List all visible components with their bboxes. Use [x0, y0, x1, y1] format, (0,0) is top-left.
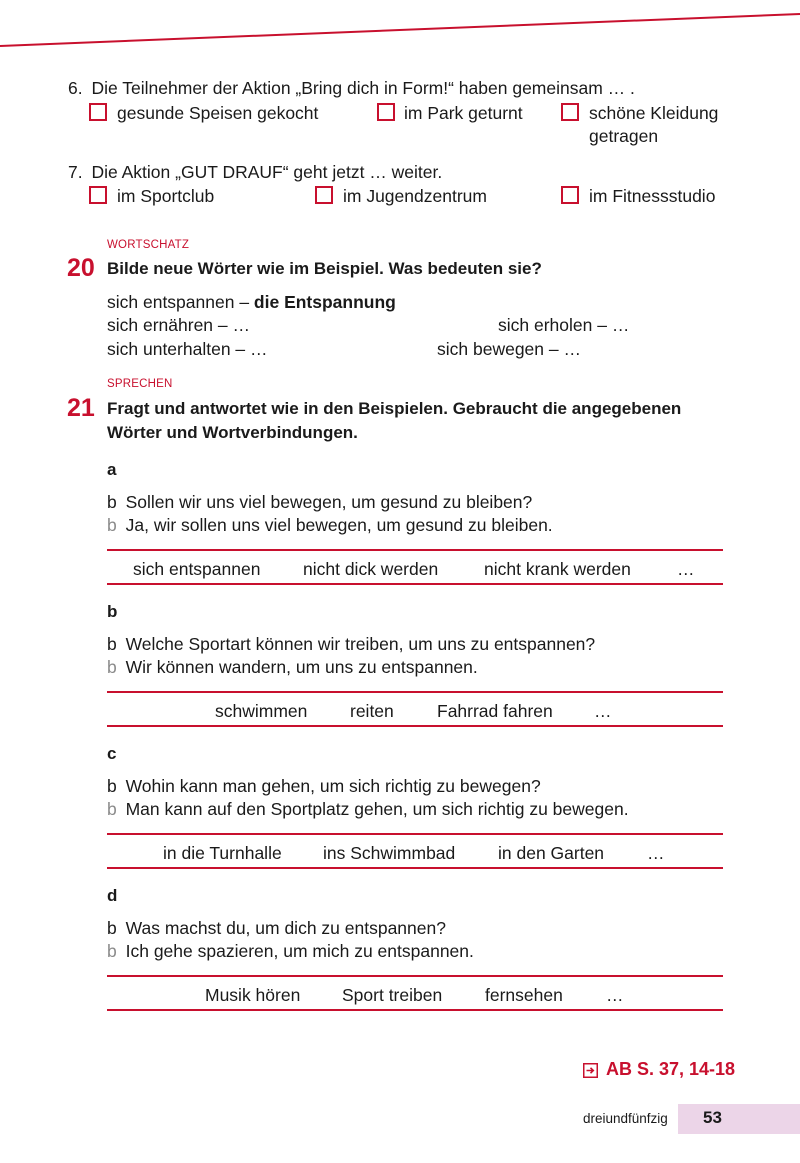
section-b-line-1: [107, 634, 595, 655]
speaker-1-marker: b: [107, 492, 117, 512]
speaker-2-marker: b: [107, 657, 117, 677]
word-box-item: reiten: [350, 701, 394, 721]
page-number-box: [678, 1104, 800, 1134]
section-c-answer: Man kann auf den Sportplatz gehen, um sich richtig zu bewegen.: [125, 799, 629, 819]
word-box-item: in die Turnhalle: [163, 843, 282, 863]
section-d-question: Was machst du, um dich zu entspannen?: [125, 918, 446, 938]
checkbox-7a[interactable]: [89, 186, 107, 204]
section-b-line-2: [107, 657, 478, 678]
option-6c-label: schöne Kleidung: [589, 103, 719, 123]
speaker-2-marker: b: [107, 515, 117, 535]
word-box-item: ins Schwimmbad: [323, 843, 456, 863]
word-box-item: Fahrrad fahren: [437, 701, 553, 721]
question-7: [68, 162, 442, 183]
section-a-line-2: [107, 515, 553, 536]
task-20-item-3: sich unterhalten – …: [107, 339, 268, 359]
workbook-arrow-icon: [583, 1063, 598, 1078]
section-a-answer: Ja, wir sollen uns viel bewegen, um gesund zu bleiben.: [125, 515, 553, 535]
section-c-line-2: [107, 799, 629, 820]
task-20-category: WORTSCHATZ: [107, 239, 190, 251]
section-b-label: b: [107, 602, 118, 621]
word-box-item: …: [647, 843, 665, 863]
task-20-item-4: sich bewegen – …: [437, 339, 581, 359]
speaker-2-marker: b: [107, 941, 117, 961]
question-6: [68, 78, 635, 99]
task-20-example-answer: die Entspannung: [253, 292, 396, 312]
word-box-item: fernsehen: [485, 985, 563, 1005]
section-c-line-1: [107, 776, 541, 797]
task-20-title: Bilde neue Wörter wie im Beispiel. Was bedeuten sie?: [107, 259, 542, 278]
option-7a-label: im Sportclub: [117, 186, 215, 206]
word-box-d-top-rule: [107, 975, 723, 977]
option-7b-label: im Jugendzentrum: [343, 186, 487, 206]
word-box-item: in den Garten: [498, 843, 605, 863]
section-d-answer: Ich gehe spazieren, um mich zu entspannen.: [125, 941, 474, 961]
checkbox-6c[interactable]: [561, 103, 579, 121]
speaker-1-marker: b: [107, 634, 117, 654]
word-box-b-top-rule: [107, 691, 723, 693]
checkbox-6a[interactable]: [89, 103, 107, 121]
word-box-item: Musik hören: [205, 985, 301, 1005]
task-20-item-2: sich erholen – …: [498, 315, 630, 335]
section-d-label: d: [107, 886, 118, 905]
word-box-c-bottom-rule: [107, 867, 723, 869]
question-6-number: 6.: [68, 78, 83, 98]
section-b-question: Welche Sportart können wir treiben, um uns zu entspannen?: [125, 634, 596, 654]
question-6-text: Die Teilnehmer der Aktion „Bring dich in Form!“ haben gemeinsam … .: [91, 78, 635, 98]
section-a-line-1: [107, 492, 532, 513]
task-20-number: 20: [67, 254, 95, 282]
section-c-label: c: [107, 744, 117, 763]
header-rule: [0, 0, 800, 60]
option-6b-label: im Park geturnt: [404, 103, 523, 123]
word-box-item: …: [594, 701, 612, 721]
section-d-line-2: [107, 941, 474, 962]
checkbox-7c[interactable]: [561, 186, 579, 204]
option-7c-label: im Fitnessstudio: [589, 186, 716, 206]
option-6a-label: gesunde Speisen gekocht: [117, 103, 319, 123]
task-20-example: [107, 292, 396, 313]
task-20-example-prefix: sich entspannen –: [107, 292, 254, 312]
word-box-item: sich entspannen: [133, 559, 261, 579]
task-21-number: 21: [67, 394, 95, 422]
checkbox-6b[interactable]: [377, 103, 395, 121]
word-box-a-bottom-rule: [107, 583, 723, 585]
word-box-item: nicht dick werden: [303, 559, 439, 579]
checkbox-7b[interactable]: [315, 186, 333, 204]
page-number-word: dreiundfünfzig: [583, 1111, 668, 1126]
task-21-category: SPRECHEN: [107, 378, 173, 390]
word-box-item: schwimmen: [215, 701, 308, 721]
task-21-title: Fragt und antwortet wie in den Beispielen. Gebraucht die angegebenen Wörter und Wortverbindungen.: [107, 399, 682, 442]
section-a-question: Sollen wir uns viel bewegen, um gesund zu bleiben?: [125, 492, 533, 512]
word-box-item: nicht krank werden: [484, 559, 631, 579]
option-6c-label-line2: getragen: [589, 126, 659, 146]
word-box-item: Sport treiben: [342, 985, 443, 1005]
word-box-b-bottom-rule: [107, 725, 723, 727]
section-d-line-1: [107, 918, 446, 939]
section-a-label: a: [107, 460, 117, 479]
workbook-reference[interactable]: AB S. 37, 14-18: [606, 1059, 736, 1079]
page-number: 53: [703, 1108, 722, 1127]
section-c-question: Wohin kann man gehen, um sich richtig zu bewegen?: [125, 776, 541, 796]
task-20-item-1: sich ernähren – …: [107, 315, 250, 335]
word-box-d-bottom-rule: [107, 1009, 723, 1011]
speaker-1-marker: b: [107, 776, 117, 796]
question-7-number: 7.: [68, 162, 83, 182]
speaker-2-marker: b: [107, 799, 117, 819]
word-box-item: …: [606, 985, 624, 1005]
word-box-a-top-rule: [107, 549, 723, 551]
question-7-text: Die Aktion „GUT DRAUF“ geht jetzt … weiter.: [91, 162, 443, 182]
word-box-c-top-rule: [107, 833, 723, 835]
speaker-1-marker: b: [107, 918, 117, 938]
word-box-item: …: [677, 559, 695, 579]
section-b-answer: Wir können wandern, um uns zu entspannen.: [125, 657, 478, 677]
